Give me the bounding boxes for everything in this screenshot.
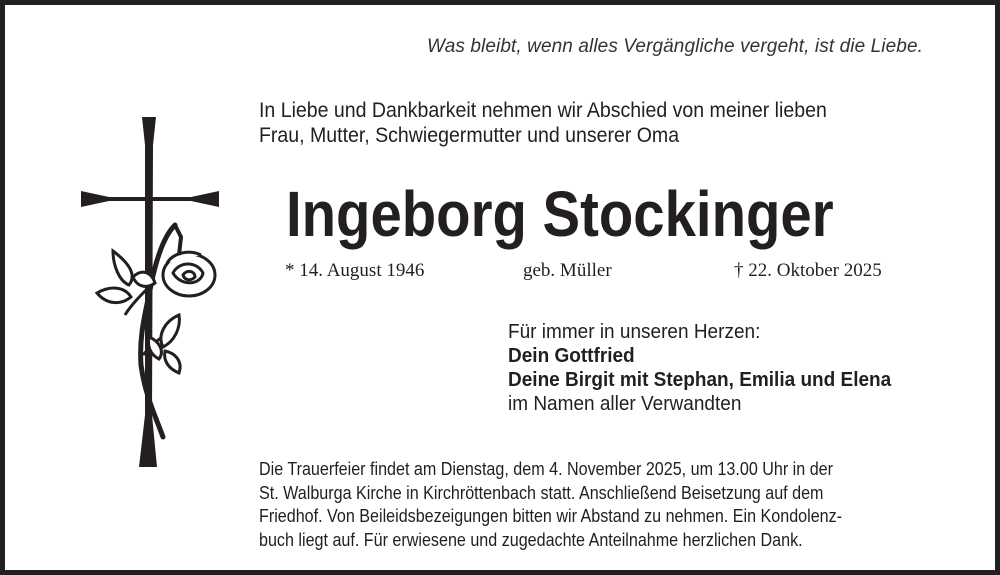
birth-date: * 14. August 1946: [285, 260, 425, 281]
service-line: buch liegt auf. Für erwiesene und zugedachte Anteilnahme herzlichen Dank.: [259, 529, 803, 550]
intro-line: Frau, Mutter, Schwiegermutter und unserer Oma: [259, 124, 680, 147]
mourners-block: [508, 320, 891, 416]
maiden-name: geb. Müller: [523, 260, 612, 281]
service-line: Die Trauerfeier findet am Dienstag, dem 4. November 2025, um 13.00 Uhr in der: [259, 459, 833, 479]
mourner-name: Dein Gottfried: [508, 345, 635, 367]
service-line: Friedhof. Von Beileidsbezeigungen bitten wir Abstand zu nehmen. Ein Kondolenz-: [259, 506, 843, 527]
mourners-heading: Für immer in unseren Herzen:: [508, 321, 761, 343]
intro-line: In Liebe und Dankbarkeit nehmen wir Abschied von meiner lieben: [259, 99, 827, 122]
deceased-name: Ingeborg Stockinger: [286, 178, 834, 250]
service-info: [259, 458, 842, 552]
mourner-name: Deine Birgit mit Stephan, Emilia und Elena: [508, 369, 892, 391]
service-line: St. Walburga Kirche in Kirchröttenbach statt. Anschließend Beisetzung auf dem: [259, 482, 824, 503]
motto-quote: Was bleibt, wenn alles Vergängliche vergeht, ist die Liebe.: [427, 36, 923, 57]
intro-text: [259, 98, 827, 148]
death-date: † 22. Oktober 2025: [734, 260, 882, 281]
cross-with-rose-icon: [79, 115, 221, 475]
mourners-closing: im Namen aller Verwandten: [508, 393, 742, 415]
